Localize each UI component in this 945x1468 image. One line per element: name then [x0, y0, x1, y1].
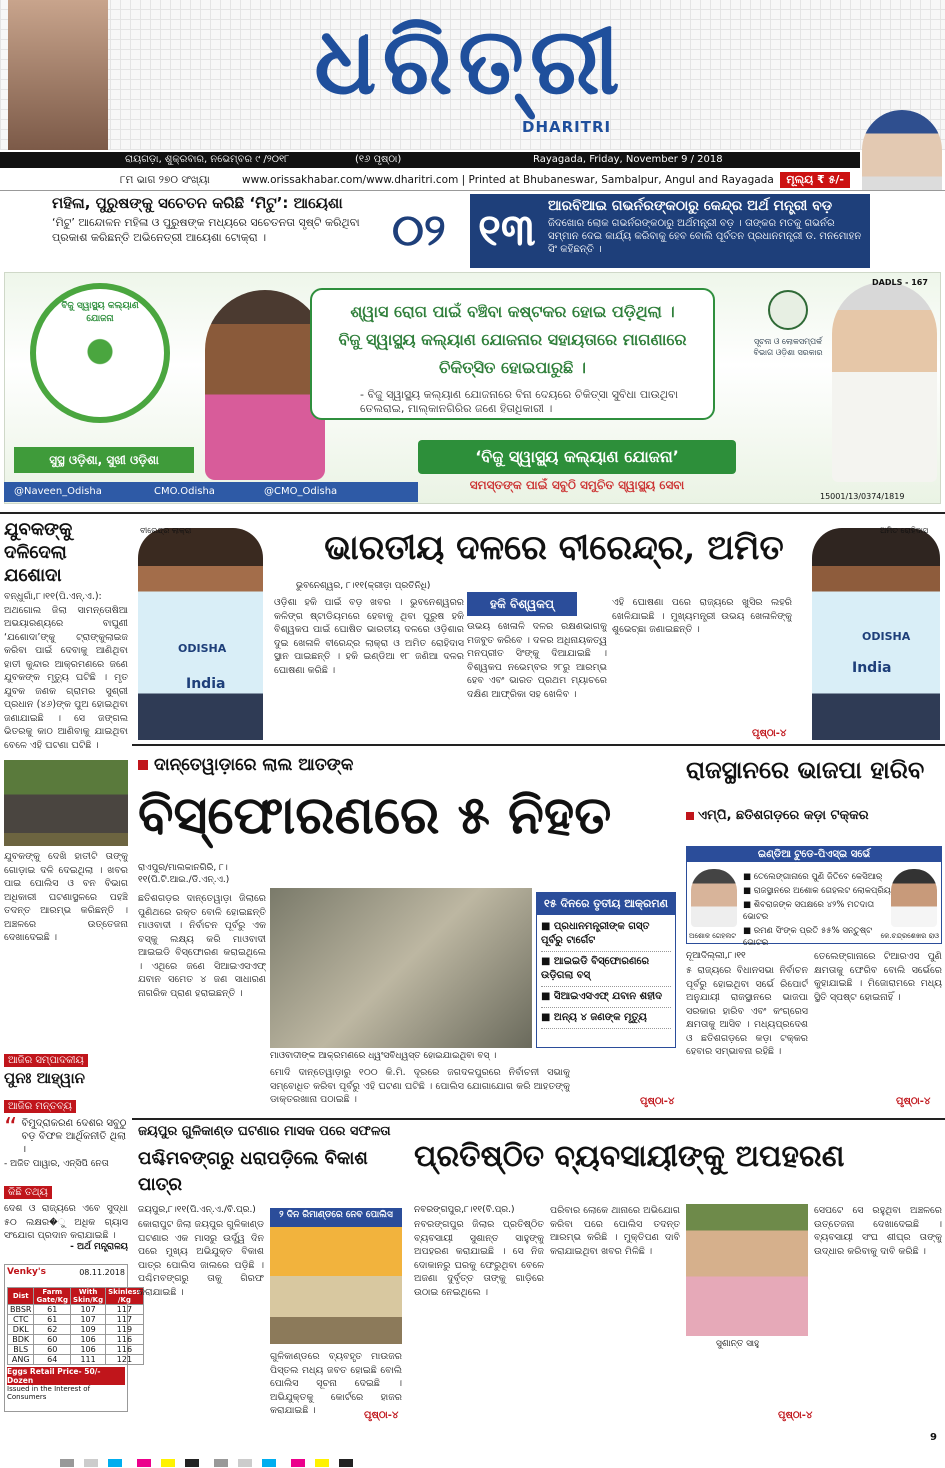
survey-point: ■ ଶିବରାଜଙ୍କ ସପକ୍ଷରେ ୪୨% ମତଦାତା ଭୋଟର [743, 900, 875, 922]
dantewada-dateline: ରାଏପୁର/ମାଲକାନଗିରି, ୮।୧୧(ପି.ଟି.ଆଇ./ଡି.ଏନ୍.ଏ.) [138, 863, 230, 885]
attack-list-item: ■ ଅନ୍ୟ ୪ ଜଣଙ୍କ ମୃତ୍ୟୁ [541, 1008, 671, 1029]
facts-source: - ଅର୍ଥ ମନ୍ତ୍ରାଳୟ [70, 1242, 128, 1252]
egg-cell: 107 [71, 1305, 106, 1315]
egg-row [8, 1355, 144, 1365]
hockey-tag[interactable]: ହକି ବିଶ୍ୱକପ୍ [467, 592, 577, 616]
survey-point: ■ ତେଲେଙ୍ଗାନାରେ ପୁଣି ଜିତିବେ କେସିଆର୍ [743, 872, 883, 882]
ad-banner: ‘ବିଜୁ ସ୍ୱାସ୍ଥ୍ୟ କଲ୍ୟାଣ ଯୋଜନା’ [418, 440, 736, 474]
arrest-photo [270, 1208, 402, 1344]
egg-cell: 106 [71, 1345, 106, 1355]
quote-mark-icon: “ [4, 1113, 18, 1143]
egg-cell: 109 [71, 1325, 106, 1335]
comment-author: - ଅଜିତ ପାୱାର, ଏନ୍‌ସିପି ନେତା [4, 1159, 109, 1169]
ad-attribution: - ବିଜୁ ସ୍ୱାସ୍ଥ୍ୟ କଲ୍ୟାଣ ଯୋଜନାରେ ବିନା ଦେୟରେ ଚିକିତ୍ସା ସୁବିଧା ପାଉଥିବା ତେଲରାଇ, ମାଲ୍‌କାନଗିରିର ଜଣେ ହିତାଧିକାରୀ । [360, 388, 678, 415]
issue-line [120, 172, 860, 188]
attack-list-item: ■ ପ୍ରଧାନମନ୍ତ୍ରୀଙ୍କ ଗସ୍ତ ପୂର୍ବରୁ ଟାର୍ଗେଟ [541, 917, 671, 952]
survey-title: ଇଣ୍ଡିଆ ଟୁଡେ-ପିଏସ୍‌ଇ ସର୍ଭେ [687, 847, 941, 862]
egg-note: Issued in the Interest of Consumers [7, 1385, 91, 1401]
egg-cell: 106 [71, 1335, 106, 1345]
twitter-handle[interactable]: @CMO_Odisha [264, 486, 338, 497]
survey-point: ■ ରାଜସ୍ଥାନରେ ଅଶୋକ ଗେହଲଟ ଲୋକପ୍ରିୟ [743, 886, 891, 896]
survey-point: ■ ରମଣ ସିଂଙ୍କ ପ୍ରତି ୫୫% ସନ୍ତୁଷ୍ଟ ଭୋଟର [743, 926, 872, 948]
rajasthan-headline[interactable]: ରାଜସ୍ଥାନରେ ଭାଜପା ହାରିବ [686, 755, 925, 784]
facebook-handle[interactable]: CMO.Odisha [154, 486, 215, 497]
rajasthan-dateline: ନୂଆଦିଲ୍ଲୀ,୮।୧୧ [686, 951, 746, 961]
facts-body: ଦେଶ ଓ ରାଜ୍ୟରେ ଏବେ ସୁଦ୍ଧା ୫୦ ଲକ୍ଷର�ୁ ଅଧିକ ଗ୍ୟାସ ସଂଯୋଗ ପ୍ରଦାନ କରାଯାଇଛି । [4, 1203, 128, 1241]
teaser-1-page[interactable]: ୦୨ [392, 205, 446, 256]
egg-cell: 62 [34, 1325, 71, 1335]
egg-cell: 116 [106, 1335, 144, 1345]
teaser-1-summary: ‘ମିଟୁ’ ଆନ୍ଦୋଳନ ମହିଳା ଓ ପୁରୁଷଙ୍କ ମଧ୍ୟରେ ସଚେତନତା ସୃଷ୍ଟି କରିଥିବା ପ୍ରକାଶ କରିଛନ୍ତି ଅଭିନେତ୍ରୀ ଆୟେଶା ଟୋକ୍ରା । [52, 216, 360, 244]
rajasthan-body: ୫ ରାଜ୍ୟରେ ବିଧାନସଭା ନିର୍ବାଚନ ପୂର୍ବରୁ ହୋଇଥିବା ସର୍ଭେ ରିପୋର୍ଟ ଅନୁଯାୟୀ ରାଜସ୍ଥାନରେ ଭାଜପା ସରକାର ହାରିବ ଏବଂ କଂଗ୍ରେସ କ୍ଷମତାକୁ ଆସିବ । ମଧ୍ୟପ୍ରଦେଶ ଓ ଛତିଶଗଡ଼ରେ କଡ଼ା ଟକ୍କର ହେବାର ସମ୍ଭାବନା ରହିଛି । [686, 965, 808, 1057]
egg-row [8, 1335, 144, 1345]
newspaper-logo[interactable] [300, 6, 640, 136]
egg-cell: 116 [106, 1345, 144, 1355]
egg-col-header: Skinless /Kg [106, 1288, 144, 1305]
registration-marks [60, 1452, 920, 1468]
dantewada-kicker: ଦାନ୍ତେୱାଡ଼ାରେ ଲାଲ ଆତଙ୍କ [138, 752, 558, 778]
jersey-right-label-2: India [852, 660, 892, 676]
teaser-1-headline: ମହିଳା, ପୁରୁଷଙ୍କୁ ସଚେତନ କରିଛି ‘ମିଟୁ’: ଆୟେଶା [52, 194, 343, 212]
elephant-photo [4, 760, 128, 846]
bikash-body-2: ଗୁଳିକାଣ୍ଡରେ ବ୍ୟବହୃତ ମାଉଜର ପିସ୍ତଲ ମଧ୍ୟ ଜବତ ହୋଇଛି ବୋଲି ପୋଲିସ ସୂଚନା ଦେଇଛି । ଅଭିଯୁକ୍ତକୁ କୋର୍ଟରେ ହାଜର କରାଯାଇଛି । [270, 1351, 402, 1416]
kcr-caption: କେ.ଚନ୍ଦ୍ରଶେଖର ରାଓ [880, 932, 939, 940]
instagram-handle[interactable]: @Naveen_Odisha [14, 486, 102, 497]
egg-row [8, 1325, 144, 1335]
page-number: 9 [930, 1432, 937, 1443]
emblem-people-icon [72, 332, 128, 388]
sub-square-icon [686, 812, 694, 820]
egg-cell: DKL [8, 1325, 34, 1335]
hockey-player-left-name: ବୀରେନ୍ଦ୍ର ଲାକ୍ରା [140, 526, 192, 535]
kidnap-victim-photo [686, 1204, 808, 1336]
egg-retail: Eggs Retail Price- 50/-Dozen [7, 1367, 125, 1385]
bikash-dateline: ଜୟପୁର,୮।୧୧(ପି.ଏନ୍.ଏ./ବି.ପ୍ର.) [138, 1205, 256, 1215]
date-english: Rayagada, Friday, November 9 / 2018 [533, 154, 723, 165]
egg-cell: BDK [8, 1335, 34, 1345]
ad-dept: ସୂଚନା ଓ ଲୋକସମ୍ପର୍କ ବିଭାଗ ଓଡ଼ିଶା ସରକାର [753, 337, 823, 357]
attack-list-item: ■ ସିଆଇଏସଏଫ୍ ଯବାନ ଶହୀଦ [541, 987, 671, 1008]
facts-label: କିଛି ତଥ୍ୟ [4, 1186, 52, 1199]
egg-date: 08.11.2018 [79, 1267, 125, 1277]
egg-col-header: With Skin/Kg [71, 1288, 106, 1305]
dantewada-body-2: ମୋଦି ଦାନ୍ତେୱାଡ଼ାରୁ ୧୦୦ କି.ମି. ଦୂରରେ ଜଗଦଳପୁରରେ ନିର୍ବାଚନୀ ସଭାକୁ ସମ୍ବୋଧିତ କରିବା ପୂର୍ବରୁ ଏହି ଘଟଣା ଘଟିଛି । ପୋଲିସ ଯୋଗାଯୋଗ କରି ଆହତଙ୍କୁ ଡାକ୍ତରଖାନା ପଠାଇଛି । [270, 1067, 570, 1105]
editorial-title: ପୁନଃ ଆହ୍ୱାନ [4, 1069, 85, 1087]
egg-row [8, 1315, 144, 1325]
dantewada-headline[interactable]: ବିସ୍ଫୋରଣରେ ୫ ନିହତ [138, 785, 612, 846]
rajasthan-body-2: ତେଲେଙ୍ଗାନାରେ ଟିଆରଏସ ପୁଣି କ୍ଷମତାକୁ ଫେରିବ ବୋଲି ସର୍ଭେରେ କୁହାଯାଇଛି । ମିଜୋରାମରେ ମଧ୍ୟ ସ୍ଥିତି ସ୍ପଷ୍ଟ ହୋଇନାହିଁ । [814, 951, 942, 1003]
date-odia: ରାୟଗଡ଼ା, ଶୁକ୍ରବାର, ନଭେମ୍ବର ୯ /୨୦୧୮ [125, 154, 290, 165]
egg-cell: 117 [106, 1315, 144, 1325]
issue-number: ୮ମ ଭାଗ ୨୭୦ ସଂଖ୍ୟା [120, 174, 210, 186]
websites[interactable]: www.orissakhabar.com/www.dharitri.com | Printed at Bhubaneswar, Sambalpur, Angul and Rayagada [242, 174, 774, 186]
divider-mid [132, 744, 945, 746]
hockey-headline[interactable]: ଭାରତୀୟ ଦଳରେ ବୀରେନ୍ଦ୍ର, ଅମିତ [324, 528, 784, 568]
teaser-2-summary: ଜିଦଖୋର ଲୋକ ଗଭର୍ନରଙ୍କଠାରୁ ଅର୍ଥମନ୍ତ୍ରୀ ବଡ଼ । ତାଙ୍କର ମତକୁ ଗଭର୍ନର ସମ୍ମାନ ଦେଇ କାର୍ଯ୍ୟ କରିବାକୁ ହେବ ବୋଲି ପୂର୍ବତନ ପ୍ରଧାନମନ୍ତ୍ରୀ ଡ. ମନମୋହନ ସିଂ କହିଛନ୍ତି । [548, 218, 862, 255]
egg-cell: 117 [106, 1305, 144, 1315]
logo-odia: ଧରିତ୍ରୀ [314, 7, 626, 115]
elephant-body: ବନ୍ଧୁଗାଁ,୮।୧୧(ପି.ଏନ୍.ଏ.): ଅଥଗୋଲ ଜିଲା ସାମନ୍ତୋଷିଆ ଅଭୟାରଣ୍ୟରେ ବାଘୁଣୀ ‘ଯଶୋଦା’ଙ୍କୁ ଟ୍ରାଙ୍କୁଲାଇଜ କରିବା ପାଇଁ ଦେବାକୁ ଆଣିଥିବା ହାତୀ କୁନ୍ଦାର ଆକ୍ରମଣରେ ଜଣେ ଯୁବକଙ୍କ ମୃତ୍ୟୁ ଘଟିଛି । ମୃତ ଯୁବକ ଜଣକ ଗ୍ରାମର ସୁଶ୍ରୀ ପ୍ରଧାନ (୪୬)ଙ୍କ ପୁଅ ହୋଇଥିବା ଜଣାଯାଇଛି । ସେ ଜଙ୍ଗଲ ଭିତରକୁ କାଠ ଆଣିବାକୁ ଯାଇଥିବା ବେଳେ ଏହି ଘଟଣା ଘଟିଛି । [4, 591, 128, 751]
elephant-headline[interactable]: ଯୁବକଙ୍କୁ ଦଳିଦେଲା ଯଶୋଦା [4, 519, 73, 586]
comment-quote: ବିମୁଦ୍ରାକରଣ ଦେଶର ସବୁଠୁ ବଡ଼ ବିଫଳ ଆର୍ଥିକନୀତି ଥିଲା । [21, 1118, 127, 1155]
attack-list [537, 915, 675, 1031]
egg-col-header: Dist [8, 1288, 34, 1305]
logo-english: DHARITRI [522, 118, 612, 136]
egg-price-table [7, 1287, 144, 1365]
blast-photo [270, 888, 532, 1048]
gehlot-photo [691, 869, 737, 927]
hockey-col-2: ଉଭୟ ଖେଳାଳି ଦଳର ରକ୍ଷଣଭାଗକୁ ମଜବୁତ କରିବେ । ଦଳର ଅଧିନାୟକତ୍ୱ ମନପ୍ରୀତ ସିଂଙ୍କୁ ଦିଆଯାଇଛି । ବିଶ୍ୱକପ ନଭେମ୍ବର ୨୮ରୁ ଆରମ୍ଭ ହେବ ଏବଂ ଭାରତ ପ୍ରଥମ ମ୍ୟାଚରେ ଦକ୍ଷିଣ ଆଫ୍ରିକା ସହ ଖେଳିବ । [467, 621, 607, 700]
bikash-body: କୋରାପୁଟ ଜିଲା ଜୟପୁର ଗୁଳିକାଣ୍ଡ ଘଟଣାର ଏକ ମାସରୁ ଉର୍ଦ୍ଧ୍ୱ ଦିନ ପରେ ମୁଖ୍ୟ ଅଭିଯୁକ୍ତ ବିକାଶ ପାତ୍ର ପୋଲିସ ଜାଲରେ ପଡ଼ିଛି । ପଶ୍ଚିମବଙ୍ଗରୁ ତାକୁ ଗିରଫ କରାଯାଇଛି । [138, 1219, 264, 1298]
editorial-label: ଆଜିର ସମ୍ପାଦକୀୟ [4, 1054, 88, 1067]
attack-list-item: ■ ଆଇଇଡି ବିସ୍ଫୋରଣରେ ଉଡ଼ିଗଲା ବସ୍ [541, 952, 671, 987]
ad-code: DADLS - 167 [872, 278, 928, 287]
ad-left-slogan: ସୁସ୍ଥ ଓଡ଼ିଶା, ସୁଖୀ ଓଡ଼ିଶା [14, 447, 194, 473]
jersey-left-label: ODISHA [178, 642, 227, 655]
bikash-headline[interactable]: ପଶ୍ଚିମବଙ୍ଗରୁ ଧରାପଡ଼ିଲେ ବିକାଶ ପାତ୍ର [138, 1148, 368, 1195]
cm-photo [832, 282, 937, 482]
egg-cell: 61 [34, 1315, 71, 1325]
price-tag: ମୂଲ୍ୟ ₹ ୫/- [780, 172, 850, 188]
kidnap-body-2: ପରିବାର ଲୋକେ ଥାନାରେ ଅଭିଯୋଗ କରିବା ପରେ ପୋଲିସ ତଦନ୍ତ ଆରମ୍ଭ କରିଛି । ମୁକ୍ତିପଣ ଦାବି କରାଯାଇଥିବା ଖବର ମିଳିଛି । [550, 1205, 680, 1257]
page-count: (୧୬ ପୃଷ୍ଠା) [355, 154, 402, 165]
dantewada-jump[interactable]: ପୃଷ୍ଠା-୪ [640, 1096, 675, 1107]
divider-top [0, 512, 945, 514]
kidnap-dateline: ନବରଙ୍ଗପୁର,୮।୧୧(ବି.ପ୍ର.) [414, 1205, 515, 1215]
egg-brand: Venky's [7, 1267, 46, 1277]
editorial-box[interactable] [4, 1048, 128, 1088]
jersey-right-label: ODISHA [862, 630, 911, 643]
ad-quote: ଶ୍ୱାସ ରୋଗ ପାଇଁ ବଞ୍ଚିବା କଷ୍ଟକର ହୋଇ ପଡ଼ିଥିଲା । ବିଜୁ ସ୍ୱାସ୍ଥ୍ୟ କଲ୍ୟାଣ ଯୋଜନାର ସହାୟତାରେ ମାଗଣାରେ ଚିକିତ୍ସିତ ହୋଇପାରୁଛି । [338, 302, 687, 377]
rajasthan-sub: ଏମ୍‌ପି, ଛତିଶଗଡ଼ରେ କଡ଼ା ଟକ୍କର [686, 808, 942, 823]
survey-list [743, 871, 893, 951]
kcr-photo [891, 869, 937, 927]
masthead-model-photo [8, 0, 108, 150]
comment-label: ଆଜିର ମନ୍ତବ୍ୟ [4, 1100, 76, 1113]
egg-col-header: Farm Gate/Kg [34, 1288, 71, 1305]
facts-box [4, 1180, 128, 1260]
divider-lower [132, 1118, 945, 1120]
ad-ref: 15001/13/0374/1819 [820, 492, 905, 501]
survey-box [686, 846, 942, 948]
teaser-2-headline: ଆରବିଆଇ ଗଭର୍ନରଙ୍କଠାରୁ କେନ୍ଦ୍ର ଅର୍ଥ ମନ୍ତ୍ରୀ ବଡ଼ [548, 198, 833, 214]
egg-cell: CTC [8, 1315, 34, 1325]
bikash-kicker: ଜୟପୁର ଗୁଳିକାଣ୍ଡ ଘଟଣାର ମାସକ ପରେ ସଫଳତା [138, 1124, 391, 1139]
attack-box-title: ୧୫ ଦିନରେ ତୃତୀୟ ଆକ୍ରମଣ [537, 893, 675, 915]
social-bar [4, 482, 418, 502]
teaser-2[interactable] [548, 198, 866, 256]
kidnap-headline[interactable]: ପ୍ରତିଷ୍ଠିତ ବ୍ୟବସାୟୀଙ୍କୁ ଅପହରଣ [414, 1139, 845, 1174]
egg-row [8, 1345, 144, 1355]
egg-cell: BBSR [8, 1305, 34, 1315]
egg-cell: 111 [71, 1355, 106, 1365]
kicker-square-icon [138, 760, 148, 770]
hockey-jump[interactable]: ପୃଷ୍ଠା-୪ [752, 728, 787, 739]
dantewada-body: ଛତିଶଗଡ଼ର ଦାନ୍ତେୱାଡ଼ା ଜିଲାରେ ପୁଣିଥରେ ରକ୍ତ ବୋଳି ହୋଇଛନ୍ତି ମାଓବାଦୀ । ନିର୍ବାଚନ ପୂର୍ବରୁ ଏକ ବସ୍‌କୁ ଲକ୍ଷ୍ୟ କରି ମାଓବାଦୀ ଆଇଇଡି ବିସ୍ଫୋରଣ କରାଇଥିଲେ । ଏଥିରେ ଜଣେ ସିଆଇଏସଏଫ୍ ଯବାନ ସମେତ ୪ ଜଣ ସାଧାରଣ ନାଗରିକ ପ୍ରାଣ ହରାଇଛନ୍ତି । [138, 893, 266, 999]
gehlot-caption: ଅଶୋକ ଗେହଲଟ [689, 932, 737, 940]
kidnap-body: ନବରଙ୍ଗପୁର ଜିଲାର ପ୍ରତିଷ୍ଠିତ ବ୍ୟବସାୟୀ ସୁଶାନ୍ତ ସାହୁଙ୍କୁ ଅପହରଣ କରାଯାଇଛି । ସେ ନିଜ ଦୋକାନରୁ ଘରକୁ ଫେରୁଥିବା ବେଳେ ଅଜଣା ଦୁର୍ବୃତ୍ତ ତାଙ୍କୁ ଗାଡ଼ିରେ ଉଠାଇ ନେଇଥିଲେ । [414, 1219, 544, 1298]
kidnap-body-3: ସେପଟେ ସେ ରହୁଥିବା ଅଞ୍ଚଳରେ ଉତ୍ତେଜନା ଦେଖାଦେଇଛି । ବ୍ୟବସାୟୀ ସଂଘ ଶୀଘ୍ର ତାଙ୍କୁ ଉଦ୍ଧାର କରିବାକୁ ଦାବି କରିଛି । [814, 1205, 942, 1257]
comment-box [4, 1094, 128, 1174]
jersey-left-label-2: India [186, 676, 226, 692]
hockey-col-1: ଓଡ଼ିଶା ହକି ପାଇଁ ବଡ଼ ଖବର । ଭୁବନେଶ୍ୱରର କଳିଙ୍ଗ ଷ୍ଟାଡିୟମରେ ହେବାକୁ ଥିବା ପୁରୁଷ ହକି ବିଶ୍ୱକପ ପାଇଁ ଘୋଷିତ ଭାରତୀୟ ଦଳରେ ଓଡ଼ିଶାର ଦୁଇ ଖେଳାଳି ବୀରେନ୍ଦ୍ର ଲାକ୍ରା ଓ ଅମିତ ରୋହିଦାସ ସ୍ଥାନ ପାଇଛନ୍ତି । ହକି ଇଣ୍ଡିଆ ୧୮ ଜଣିଆ ଦଳର ଘୋଷଣା କରିଛି । [274, 597, 464, 676]
egg-cell: 60 [34, 1345, 71, 1355]
emblem-text: ବିଜୁ ସ୍ୱାସ୍ଥ୍ୟ କଲ୍ୟାଣ ଯୋଜନା [61, 301, 139, 324]
egg-row [8, 1305, 144, 1315]
elephant-body-2: ଯୁବକଙ୍କୁ ଦେଖି ହାତୀଟି ତାଙ୍କୁ ଗୋଡ଼ାଇ ଦଳି ଦେଇଥିଲା । ଖବର ପାଇ ପୋଲିସ ଓ ବନ ବିଭାଗ ଅଧିକାରୀ ଘଟଣାସ୍ଥଳରେ ପହଞ୍ଚି ତଦନ୍ତ ଆରମ୍ଭ କରିଛନ୍ତି । ଅଞ୍ଚଳରେ ଉତ୍ତେଜନା ଦେଖାଦେଇଛି । [4, 851, 128, 943]
hockey-player-right-name: ଅମିତ ରୋହିଦାସ [880, 526, 929, 535]
bikash-jump[interactable]: ପୃଷ୍ଠା-୪ [364, 1410, 399, 1421]
egg-cell: BLS [8, 1345, 34, 1355]
egg-cell: 60 [34, 1335, 71, 1345]
egg-cell: 61 [34, 1305, 71, 1315]
hockey-col-3: ଏହି ଘୋଷଣା ପରେ ରାଜ୍ୟରେ ଖୁସିର ଲହରି ଖେଳିଯାଇଛି । ମୁଖ୍ୟମନ୍ତ୍ରୀ ଉଭୟ ଖେଳାଳିଙ୍କୁ ଶୁଭେଚ୍ଛା ଜଣାଇଛନ୍ତି । [612, 597, 792, 635]
arrest-photo-label: ୨ ଦିନ ରିମାଣ୍ଡରେ ନେବ ପୋଲିସ [279, 1210, 393, 1220]
hockey-dateline: ଭୁବନେଶ୍ୱର, ୮।୧୧(କ୍ରୀଡ଼ା ପ୍ରତିନିଧି) [296, 581, 431, 591]
odisha-emblem-icon [768, 290, 808, 330]
dateline-bar [0, 152, 860, 168]
attack-facts-box [536, 892, 676, 1048]
kidnap-jump[interactable]: ପୃଷ୍ଠା-୪ [778, 1410, 813, 1421]
teaser-2-page[interactable]: ୧୩ [478, 205, 536, 256]
beneficiary-photo [205, 290, 325, 480]
egg-cell: 121 [106, 1355, 144, 1365]
teaser-1[interactable] [52, 194, 382, 245]
egg-price-box [4, 1264, 141, 1412]
egg-cell: ANG [8, 1355, 34, 1365]
kidnap-photo-caption: ସୁଶାନ୍ତ ସାହୁ [716, 1339, 760, 1349]
egg-cell: 107 [71, 1315, 106, 1325]
rajasthan-jump[interactable]: ପୃଷ୍ଠା-୪ [896, 1096, 931, 1107]
hockey-player-left-photo [138, 528, 263, 740]
ad-tagline: ସମସ୍ତଙ୍କ ପାଇଁ ସବୁଠି ସମୁଚିତ ସ୍ୱାସ୍ଥ୍ୟ ସେବା [469, 478, 685, 492]
egg-cell: 64 [34, 1355, 71, 1365]
egg-cell: 119 [106, 1325, 144, 1335]
blast-photo-caption: ମାଓବାଦୀଙ୍କ ଆକ୍ରମଣରେ ଧ୍ୱଂସବିଧ୍ୱସ୍ତ ହୋଇଯାଇଥିବା ବସ୍‌ । [270, 1051, 497, 1061]
